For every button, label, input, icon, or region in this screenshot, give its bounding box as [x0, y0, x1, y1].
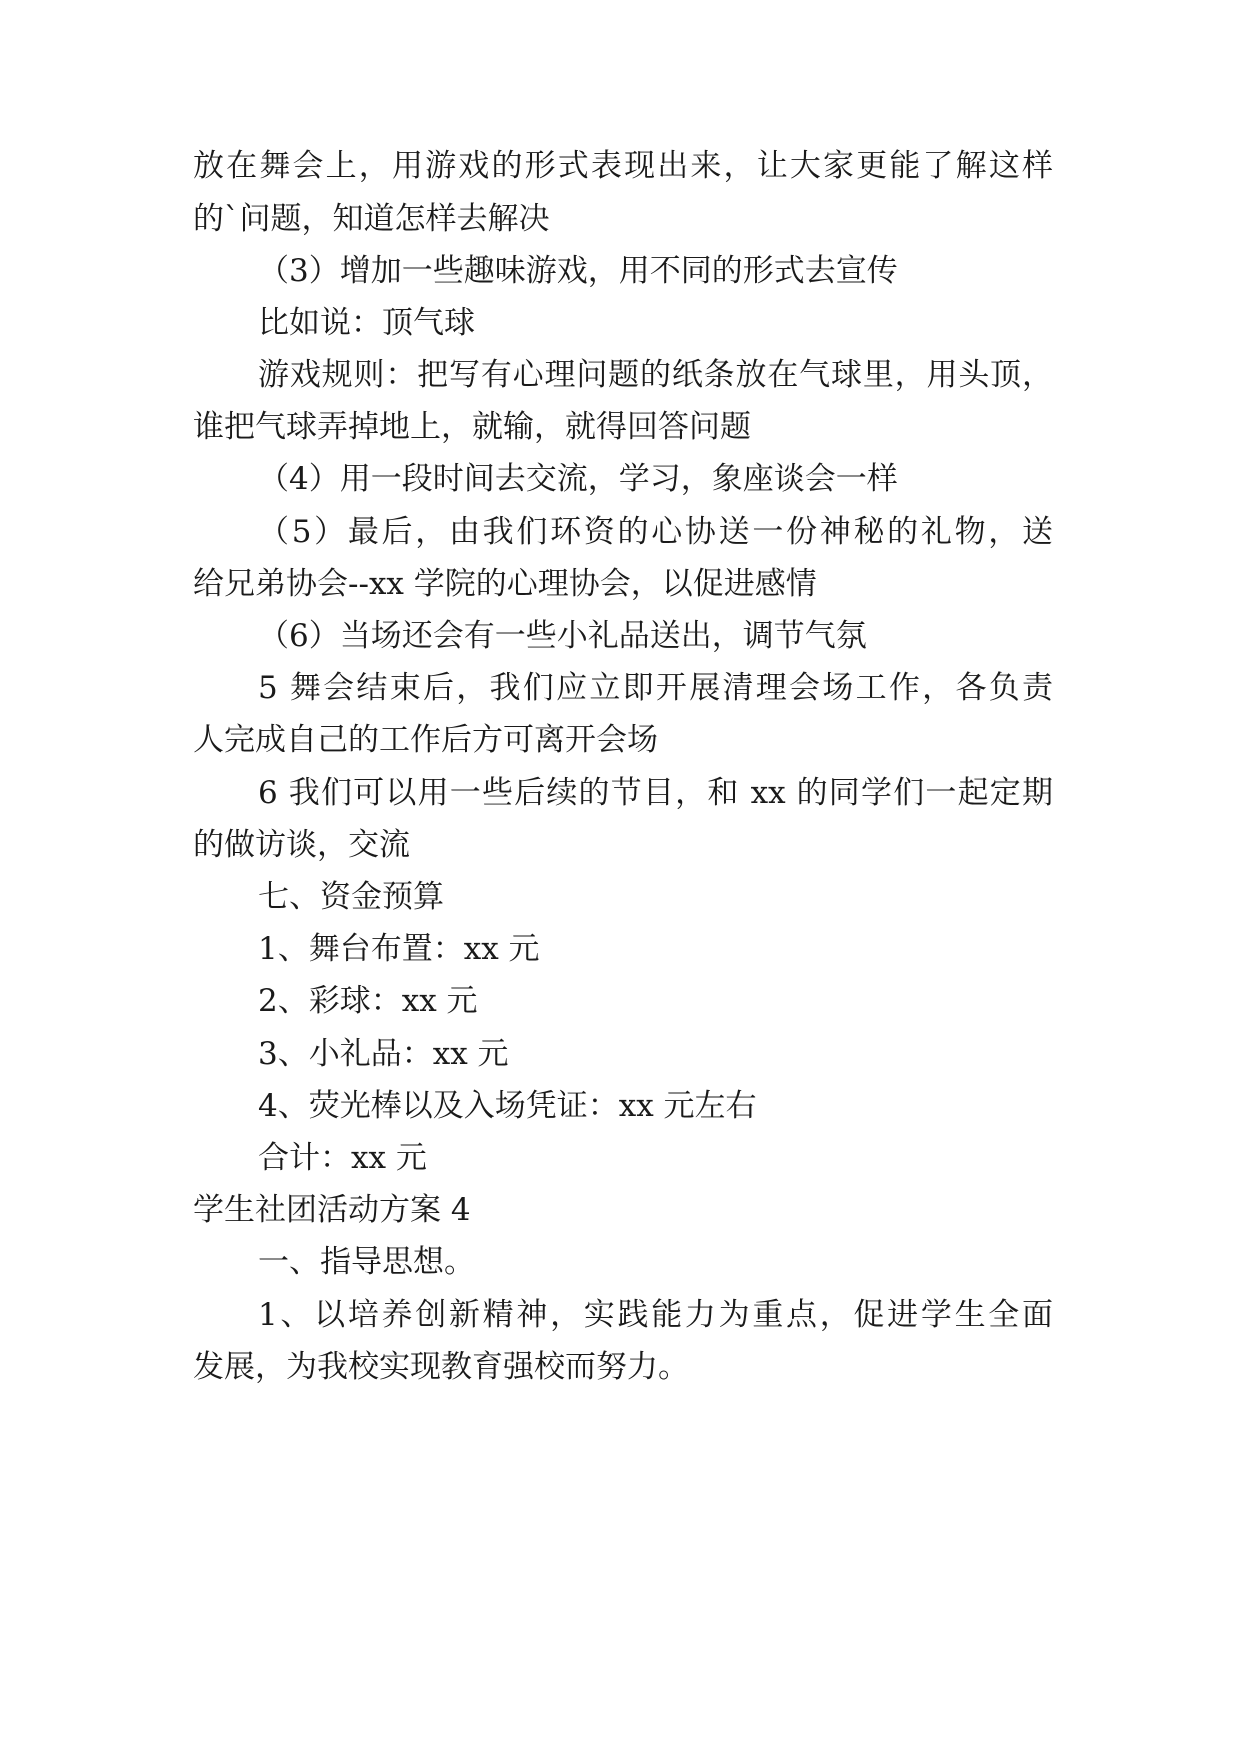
budget-item: 3、小礼品：xx 元 [258, 1036, 509, 1072]
section-heading: 一、指导思想。 [258, 1244, 475, 1280]
paragraph-line: 6 我们可以用一些后续的节目，和 xx 的同学们一起定期 [258, 775, 1053, 811]
budget-item: 2、彩球：xx 元 [258, 983, 478, 1019]
list-item: （3）增加一些趣味游戏，用不同的形式去宣传 [258, 253, 898, 289]
document-title: 学生社团活动方案 4 [193, 1192, 471, 1228]
paragraph-line: 谁把气球弄掉地上，就输，就得回答问题 [193, 409, 751, 445]
paragraph-line: 的做访谈，交流 [193, 827, 410, 863]
paragraph-line: 给兄弟协会--xx 学院的心理协会，以促进感情 [193, 566, 817, 602]
paragraph-line: 的`问题，知道怎样去解决 [193, 201, 550, 237]
section-heading: 七、资金预算 [258, 879, 444, 915]
paragraph-line: 放在舞会上，用游戏的形式表现出来，让大家更能了解这样 [193, 148, 1053, 184]
paragraph-line: 1、以培养创新精神，实践能力为重点，促进学生全面 [258, 1297, 1053, 1333]
paragraph-line: 比如说：顶气球 [258, 305, 475, 341]
paragraph-line: 5 舞会结束后，我们应立即开展清理会场工作，各负责 [258, 670, 1053, 706]
budget-item: 1、舞台布置：xx 元 [258, 931, 540, 967]
budget-item: 4、荧光棒以及入场凭证：xx 元左右 [258, 1088, 757, 1124]
list-item: （6）当场还会有一些小礼品送出，调节气氛 [258, 618, 867, 654]
paragraph-line: 游戏规则：把写有心理问题的纸条放在气球里，用头顶， [258, 357, 1053, 393]
list-item: （5）最后，由我们环资的心协送一份神秘的礼物，送 [258, 514, 1053, 550]
paragraph-line: 发展，为我校实现教育强校而努力。 [193, 1349, 689, 1385]
paragraph-line: 人完成自己的工作后方可离开会场 [193, 722, 658, 758]
budget-total: 合计：xx 元 [258, 1140, 427, 1176]
list-item: （4）用一段时间去交流，学习，象座谈会一样 [258, 461, 898, 497]
